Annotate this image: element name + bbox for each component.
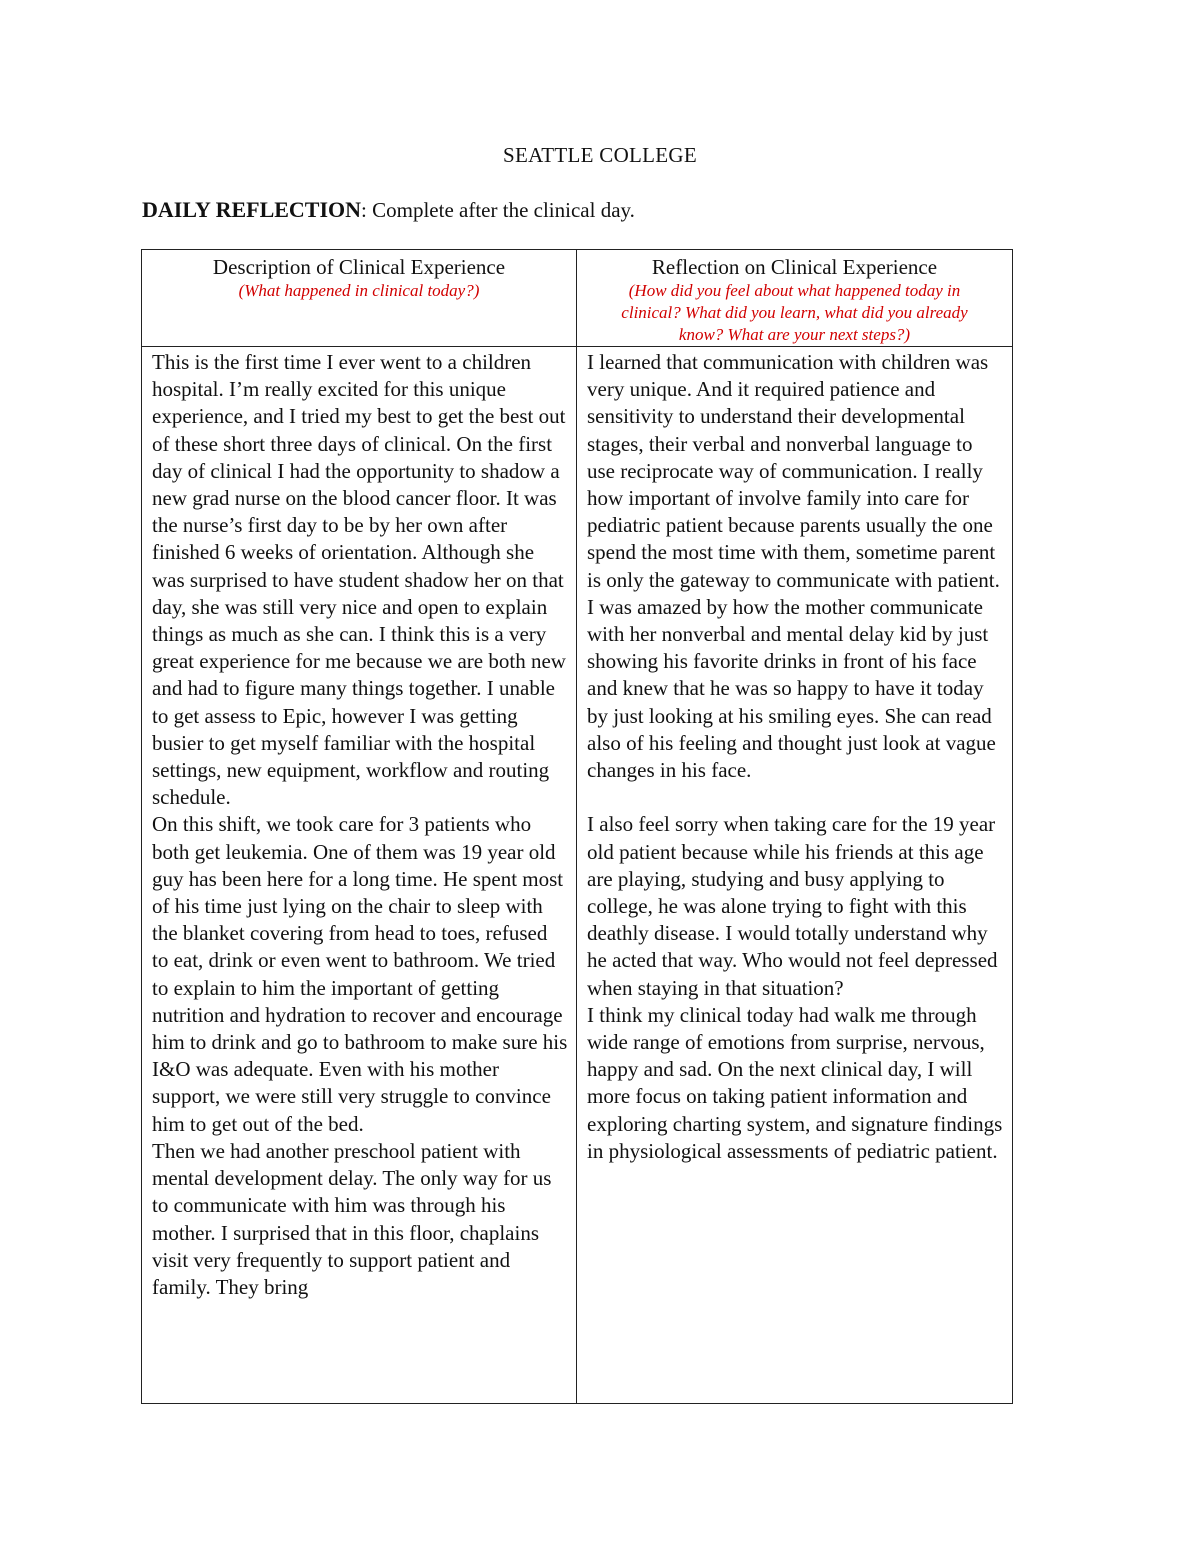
description-header-cell [142, 250, 577, 347]
description-paragraph: This is the first time I ever went to a children hospital. I’m really excited for this unique experience, and I tried my best to get the best out of these short three days of clinical. On the first day of clinical I had the opportunity to shadow a new grad nurse on the blood cancer floor. It was the nurse’s first day to be by her own after finished 6 weeks of orientation. Although she was surprised to have student shadow her on that day, she was still very nice and open to explain things as much as she can. I think this is a very great experience for me because we are both new and had to figure many things together. I unable to get assess to Epic, however I was getting busier to get myself familiar with the hospital settings, new equipment, workflow and routing schedule. [152, 350, 566, 810]
reflection-table [141, 249, 1013, 1404]
description-paragraph: On this shift, we took care for 3 patients who both get leukemia. One of them was 19 year old guy has been here for a long time. He spent most of his time just lying on the chair to sleep with the blanket covering from head to toes, refused to eat, drink or even went to bathroom. We tried to explain to him the important of getting nutrition and hydration to recover and encourage him to drink and go to bathroom to make sure his I&O was adequate. Even with his mother support, we were still very struggle to convince him to get out of the bed. [152, 812, 568, 1136]
reflection-paragraph: I think my clinical today had walk me through wide range of emotions from surprise, nervous, happy and sad. On the next clinical day, I will more focus on taking patient information and exploring charting system, and signature findings in physiological assessments of pediatric patient. [587, 1002, 1003, 1163]
instruction-line [142, 197, 635, 223]
description-body-cell [142, 347, 577, 1404]
body-row [142, 347, 1013, 1404]
reflection-body-cell [577, 347, 1013, 1404]
paragraph-spacer [587, 784, 1004, 811]
instruction-text: : Complete after the clinical day. [361, 198, 635, 222]
reflection-header-cell [577, 250, 1013, 347]
reflection-header-title: Reflection on Clinical Experience [651, 255, 938, 279]
instruction-label: DAILY REFLECTION [142, 197, 362, 222]
reflection-header-prompt: (How did you feel about what happened today in clinical? What did you learn, what did you already know? What are your next steps?) [621, 281, 968, 344]
header-row [142, 250, 1013, 347]
description-header-prompt: (What happened in clinical today?) [238, 281, 480, 300]
reflection-paragraph: I learned that communication with children was very unique. And it required patience and sensitivity to understand their developmental stages, their verbal and nonverbal language to use reciprocate way of communication. I really how important of involve family into care for pediatric patient because parents usually the one spend the most time with them, sometime parent is only the gateway to communicate with patient. I was amazed by how the mother communicate with her nonverbal and mental delay kid by just showing his favorite drinks in front of his face and knew that he was so happy to have it today by just looking at his smiling eyes. She can read also of his feeling and thought just look at vague changes in his face. [587, 350, 1000, 783]
reflection-paragraph: I also feel sorry when taking care for the 19 year old patient because while his friends at this age are playing, studying and busy applying to college, he was alone trying to fight with this deathly disease. I would totally understand why he acted that way. Who would not feel depressed when staying in that situation? [587, 812, 998, 1000]
description-paragraph: Then we had another preschool patient with mental development delay. The only way for us to communicate with him was through his mother. I surprised that in this floor, chaplains visit very frequently to support patient and family. They bring [152, 1138, 552, 1299]
page-title: SEATTLE COLLEGE [502, 143, 698, 167]
description-header-title: Description of Clinical Experience [212, 255, 506, 279]
